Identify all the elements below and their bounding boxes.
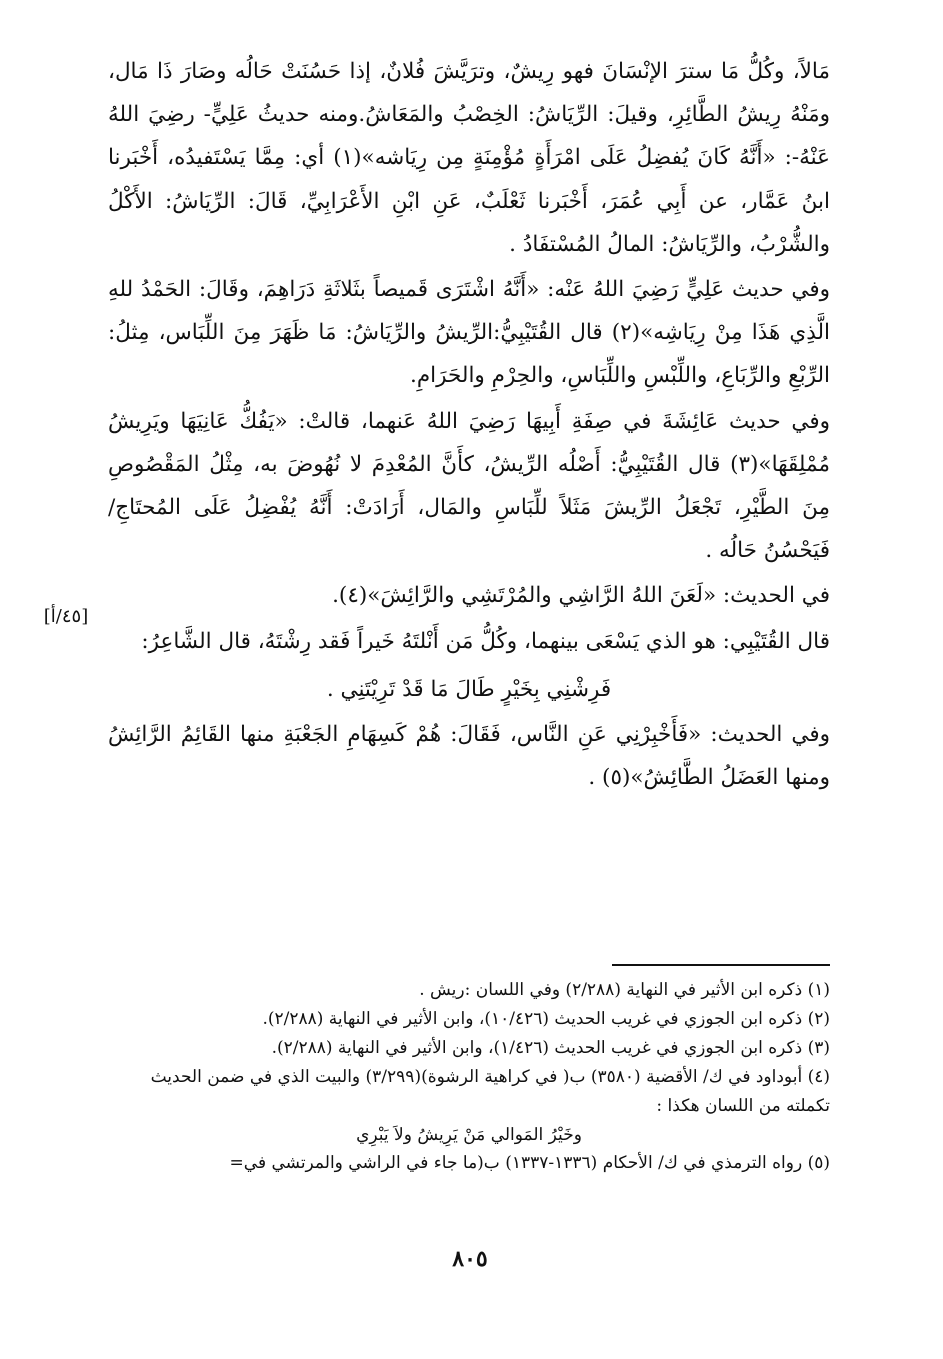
footnote: (٣) ذكره ابن الجوزي في غريب الحديث (١/٤٢٦)، وابن الأثير في النهاية (٢/٢٨٨). — [271, 1038, 830, 1058]
paragraph: في الحديث: «لَعَنَ اللهُ الرَّاشِي والمُرْتَشِي والرَّائِشَ»(٤). — [332, 583, 830, 609]
page-number: ٨٠٥ — [452, 1246, 488, 1272]
paragraph: وفي حديث عَائِشَةَ في صِفَةِ أَبِيهَا رَضِيَ اللهُ عَنهما، قالتْ: «يَفُكُّ عَانِيَهَا ويَرِيشُ مُمْلِقَهَا»(٣) قال القُتَيْبِيُّ: أَصْلُه الرِّيشُ، كأَنَّ المُعْدِمَ لا نُهُوضَ به، مِثْلُ المَقْصُوصِ مِنَ الطَّيْرِ، تَجْعَلُ الرِّيشَ مَثَلاً للِّبَاسِ والمَال، أَرَادَتْ: أَنَّهُ يُفْضِلُ عَلَى المُحتَاجِ/ فَيَحْسُنُ حَالُه . — [108, 408, 830, 564]
footnote-verse: وخَيْرُ المَوالي مَنْ يَرِيشُ ولاَ يَبْرِي — [356, 1125, 582, 1145]
main-text — [108, 50, 830, 801]
footnotes — [108, 976, 830, 1178]
footnote: (١) ذكره ابن الأثير في النهاية (٢/٢٨٨) وفي اللسان :ريش . — [419, 980, 830, 1000]
paragraph: قال القُتَيْبِي: هو الذي يَسْعَى بينهما، وكُلُّ مَن أَنْلتَهُ خَيراً فَقد رِشْتَهُ، قال الشَّاعِرُ: — [141, 628, 830, 654]
footnote-divider — [612, 964, 830, 966]
poetry-verse: فَرِشْنِي بِخَيْرٍ طَالَ مَا قَدْ تَرِيْتَنِي . — [326, 676, 612, 702]
paragraph: وفي الحديث: «فَأَخْبِرْنِي عَنِ النَّاس، فَقَالَ: هُمْ كَسِهَامِ الجَعْبَةِ منها القَائِمُ الرَّائِشُ ومنها العَضَلُ الطَّائِشُ»(٥) . — [108, 721, 830, 791]
footnote: (٤) أبوداود في ك/ الأقضية (٣٥٨٠) ب( في كراهية الرشوة)(٣/٢٩٩) والبيت الذي في ضمن الحديث تكملته من اللسان هكذا : — [150, 1067, 830, 1116]
paragraph: مَالاً، وكُلُّ مَا سترَ الإنْسَانَ فهو رِيشٌ، وترَيَّشَ فُلانٌ، إذا حَسُنَتْ حَالُه وصَارَ ذَا مَال، ومَنْهُ رِيشُ الطَّائِرِ، وقيلَ: الرِّيَاشُ: الخِصْبُ والمَعَاشُ.ومنه حديثُ عَلِيٍّ- رضِيَ اللهُ عَنْهُ-: «أَنَّهُ كَانَ يُفضِلُ عَلَى امْرَأَةٍ مُؤْمِنَةٍ مِن رِيَاشه»(١) أي: مِمَّا يَسْتَفيدُه، أَخْبَرنا ابنُ عَمَّار، عن أَبِي عُمَرَ، أَخْبَرنا ثَعْلَبٌ، عَنِ ابْنِ الأَعْرَابِيِّ، قَالَ: الرِّيَاشُ: الأَكْلُ والشُّرْبُ، والرِّيَاشُ: المالُ المُسْتفَادُ . — [108, 59, 830, 257]
paragraph: وفي حديث عَلِيٍّ رَضِيَ اللهُ عَنْه: «أَنَّهُ اشْتَرَى قَميصاً بثَلاثَةِ دَرَاهِمَ، وقَالَ: الحَمْدُ للهِ الَّذِي هَذَا مِنْ رِيَاشِه»(٢) قال القُتَيْبِيُّ:الرِّيشُ والرِّيَاشُ: مَا ظَهَرَ مِنَ اللِّبَاس، مِثلُ: الرِّبْعِ والرِّبَاعِ، واللِّبْسِ واللِّبَاسِ، والحِرْمِ والحَرَامِ. — [108, 277, 830, 389]
footnote: (٢) ذكره ابن الجوزي في غريب الحديث (١٠/٤٢٦)، وابن الأثير في النهاية (٢/٢٨٨). — [262, 1009, 830, 1029]
folio-marker: [٤٥/أ] — [43, 606, 89, 627]
footnote: (٥) رواه الترمذي في ك/ الأحكام (١٣٣٦-١٣٣٧) ب(ما جاء في الراشي والمرتشي في= — [229, 1153, 830, 1173]
